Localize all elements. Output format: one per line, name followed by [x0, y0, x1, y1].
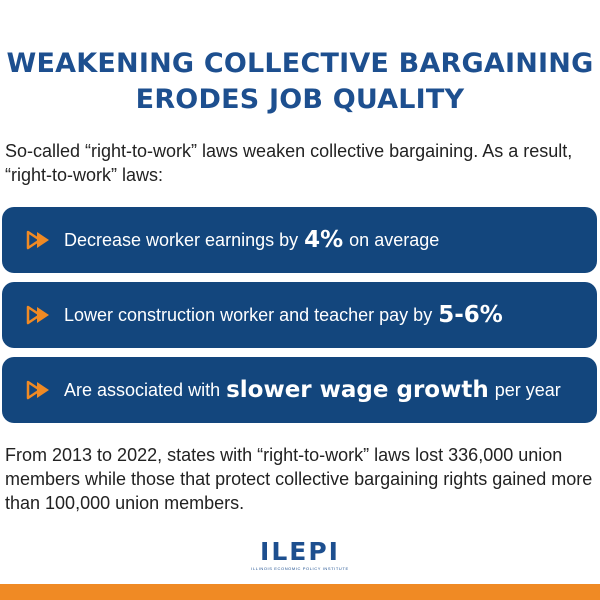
card-text-before: Are associated with — [64, 379, 221, 400]
card-text-after: per year — [494, 379, 561, 400]
stat-card-wage-growth — [2, 357, 597, 423]
title-line-1: WEAKENING COLLECTIVE BARGAINING — [6, 48, 594, 79]
card-highlight: slower wage growth — [226, 377, 489, 403]
logo-subtitle: ILLINOIS ECONOMIC POLICY INSTITUTE — [251, 566, 349, 571]
ilepi-logo — [0, 538, 600, 572]
outro-text: From 2013 to 2022, states with “right-to-work” laws lost 336,000 union members while those that protect collective bargaining rights gained more than 100,000 union members. — [5, 445, 593, 513]
page-title — [0, 46, 600, 118]
bottom-accent-bar — [0, 584, 600, 600]
stat-card-pay — [2, 282, 597, 348]
double-arrow-icon — [26, 305, 56, 325]
intro-text: So-called “right-to-work” laws weaken collective bargaining. As a result, “right-to-work” laws: — [5, 141, 573, 185]
card-highlight: 5-6% — [438, 302, 503, 328]
card-text-after: on average — [349, 229, 440, 250]
stat-card-earnings — [2, 207, 597, 273]
card-highlight: 4% — [304, 227, 344, 253]
title-line-2: ERODES JOB QUALITY — [135, 84, 465, 115]
logo-text: ILEPI — [260, 537, 340, 566]
double-arrow-icon — [26, 380, 56, 400]
card-text-before: Lower construction worker and teacher pay by — [64, 304, 433, 325]
double-arrow-icon — [26, 230, 56, 250]
card-text-before: Decrease worker earnings by — [64, 229, 299, 250]
